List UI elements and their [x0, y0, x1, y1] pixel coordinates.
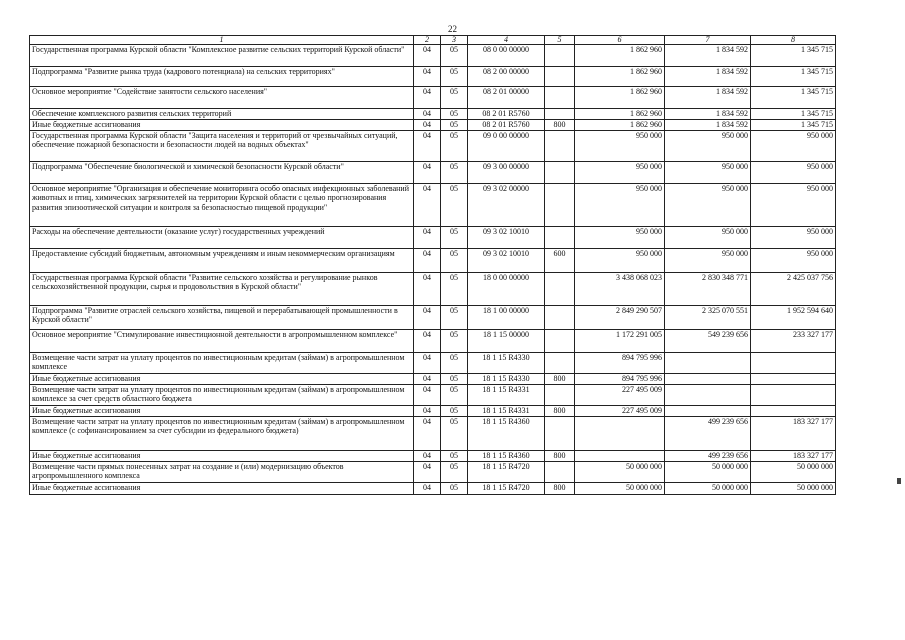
row-pr: 05: [441, 329, 468, 352]
row-name: Расходы на обеспечение деятельности (оказание услуг) государственных учреждений: [30, 226, 414, 248]
row-amount-2: 50 000 000: [665, 482, 751, 494]
row-name: Основное мероприятие "Организация и обеспечение мониторинга особо опасных инфекционных заболеваний животных и птиц, химических загрязнителей на территории Курской области с целью прогнозирования развития эпизоотической ситуации и контроля за безопасностью пищевой продукции": [30, 183, 414, 226]
table-row: [30, 329, 836, 352]
row-rz: 04: [414, 87, 441, 109]
row-rz: 04: [414, 405, 441, 416]
budget-table: [29, 35, 836, 495]
row-pr: 05: [441, 248, 468, 272]
table-row: [30, 248, 836, 272]
row-pr: 05: [441, 352, 468, 373]
row-vr: [545, 45, 575, 67]
page-number: 22: [448, 24, 457, 34]
row-amount-1: 1 862 960: [575, 119, 665, 130]
row-csr: 18 1 00 00000: [468, 305, 545, 329]
row-amount-2: 950 000: [665, 226, 751, 248]
table-row: [30, 226, 836, 248]
row-amount-3: 50 000 000: [751, 461, 836, 482]
row-vr: [545, 352, 575, 373]
table-row: [30, 384, 836, 405]
row-amount-1: 950 000: [575, 226, 665, 248]
row-name: Основное мероприятие "Стимулирование инвестиционной деятельности в агропромышленном комплексе": [30, 329, 414, 352]
row-rz: 04: [414, 67, 441, 87]
column-number-3: 3: [441, 36, 468, 45]
column-number-5: 5: [545, 36, 575, 45]
row-rz: 04: [414, 352, 441, 373]
row-amount-2: 2 325 070 551: [665, 305, 751, 329]
row-pr: 05: [441, 405, 468, 416]
row-vr: [545, 305, 575, 329]
row-amount-3: 1 345 715: [751, 119, 836, 130]
row-pr: 05: [441, 305, 468, 329]
row-amount-1: 894 795 996: [575, 373, 665, 384]
table-row: [30, 130, 836, 161]
row-amount-2: 499 239 656: [665, 450, 751, 461]
row-vr: [545, 130, 575, 161]
row-rz: 04: [414, 161, 441, 183]
row-amount-3: 1 345 715: [751, 67, 836, 87]
row-rz: 04: [414, 119, 441, 130]
row-amount-1: 950 000: [575, 183, 665, 226]
row-vr: [545, 67, 575, 87]
row-vr: [545, 87, 575, 109]
row-vr: [545, 329, 575, 352]
row-amount-2: 950 000: [665, 183, 751, 226]
row-amount-2: 1 834 592: [665, 109, 751, 120]
table-row: [30, 161, 836, 183]
row-amount-1: 950 000: [575, 130, 665, 161]
row-amount-1: 1 862 960: [575, 67, 665, 87]
column-number-8: 8: [751, 36, 836, 45]
row-rz: 04: [414, 482, 441, 494]
row-vr: [545, 461, 575, 482]
row-name: Возмещение части прямых понесенных затрат на создание и (или) модернизацию объектов агропромышленного комплекса: [30, 461, 414, 482]
table-row: [30, 87, 836, 109]
table-row: [30, 482, 836, 494]
row-rz: 04: [414, 329, 441, 352]
row-csr: 08 2 01 R5760: [468, 119, 545, 130]
row-amount-2: 1 834 592: [665, 119, 751, 130]
row-name: Иные бюджетные ассигнования: [30, 450, 414, 461]
row-name: Иные бюджетные ассигнования: [30, 119, 414, 130]
column-number-4: 4: [468, 36, 545, 45]
row-amount-3: 233 327 177: [751, 329, 836, 352]
row-pr: 05: [441, 109, 468, 120]
row-amount-1: 1 862 960: [575, 87, 665, 109]
row-csr: 18 1 15 R4360: [468, 450, 545, 461]
row-csr: 08 0 00 00000: [468, 45, 545, 67]
row-rz: 04: [414, 305, 441, 329]
row-amount-3: 950 000: [751, 130, 836, 161]
row-amount-3: 1 345 715: [751, 45, 836, 67]
row-amount-1: 894 795 996: [575, 352, 665, 373]
row-amount-2: 950 000: [665, 248, 751, 272]
row-amount-1: [575, 450, 665, 461]
row-amount-1: 3 438 068 023: [575, 272, 665, 305]
row-pr: 05: [441, 461, 468, 482]
row-pr: 05: [441, 226, 468, 248]
table-row: [30, 461, 836, 482]
row-csr: 18 0 00 00000: [468, 272, 545, 305]
table-row: [30, 45, 836, 67]
row-vr: [545, 226, 575, 248]
table-row: [30, 272, 836, 305]
row-amount-2: 1 834 592: [665, 67, 751, 87]
row-amount-2: [665, 373, 751, 384]
row-pr: 05: [441, 373, 468, 384]
row-csr: 18 1 15 R4330: [468, 373, 545, 384]
column-number-2: 2: [414, 36, 441, 45]
row-pr: 05: [441, 450, 468, 461]
row-amount-1: 1 172 291 005: [575, 329, 665, 352]
row-amount-3: 1 952 594 640: [751, 305, 836, 329]
row-rz: 04: [414, 416, 441, 450]
row-amount-2: 50 000 000: [665, 461, 751, 482]
row-name: Основное мероприятие "Содействие занятости сельского населения": [30, 87, 414, 109]
row-pr: 05: [441, 183, 468, 226]
row-name: Предоставление субсидий бюджетным, автономным учреждениям и иным некоммерческим организациям: [30, 248, 414, 272]
row-csr: 09 0 00 00000: [468, 130, 545, 161]
row-csr: 18 1 15 R4331: [468, 405, 545, 416]
row-name: Иные бюджетные ассигнования: [30, 405, 414, 416]
row-vr: 600: [545, 248, 575, 272]
row-amount-3: 50 000 000: [751, 482, 836, 494]
row-amount-3: [751, 352, 836, 373]
row-amount-3: 183 327 177: [751, 450, 836, 461]
row-name: Возмещение части затрат на уплату процентов по инвестиционным кредитам (займам) в агропромышленном комплексе (с софинансированием за счет субсидии из федерального бюджета): [30, 416, 414, 450]
row-rz: 04: [414, 109, 441, 120]
row-vr: [545, 109, 575, 120]
row-pr: 05: [441, 272, 468, 305]
table-body: [30, 45, 836, 495]
row-amount-3: 1 345 715: [751, 87, 836, 109]
row-csr: 18 1 15 R4331: [468, 384, 545, 405]
column-number-6: 6: [575, 36, 665, 45]
row-rz: 04: [414, 248, 441, 272]
row-amount-1: 2 849 290 507: [575, 305, 665, 329]
row-pr: 05: [441, 119, 468, 130]
row-amount-2: [665, 405, 751, 416]
row-amount-3: [751, 373, 836, 384]
row-name: Государственная программа Курской области "Комплексное развитие сельских территорий Курской области": [30, 45, 414, 67]
table-row: [30, 373, 836, 384]
row-csr: 18 1 15 R4330: [468, 352, 545, 373]
row-rz: 04: [414, 461, 441, 482]
table-row: [30, 416, 836, 450]
row-rz: 04: [414, 45, 441, 67]
row-csr: 08 2 00 00000: [468, 67, 545, 87]
row-rz: 04: [414, 450, 441, 461]
row-name: Государственная программа Курской области "Развитие сельского хозяйства и регулирование рынков сельскохозяйственной продукции, сырья и продовольствия в Курской области": [30, 272, 414, 305]
row-amount-3: [751, 384, 836, 405]
row-vr: [545, 183, 575, 226]
table-row: [30, 183, 836, 226]
row-vr: [545, 416, 575, 450]
row-amount-3: 2 425 037 756: [751, 272, 836, 305]
row-rz: 04: [414, 226, 441, 248]
row-rz: 04: [414, 373, 441, 384]
row-vr: [545, 161, 575, 183]
row-amount-3: 950 000: [751, 161, 836, 183]
row-csr: 09 3 02 10010: [468, 248, 545, 272]
row-vr: 800: [545, 450, 575, 461]
row-csr: 18 1 15 R4360: [468, 416, 545, 450]
row-amount-2: 950 000: [665, 161, 751, 183]
row-amount-1: 950 000: [575, 248, 665, 272]
row-pr: 05: [441, 87, 468, 109]
row-amount-1: 1 862 960: [575, 45, 665, 67]
column-number-row: [30, 36, 836, 45]
table-row: [30, 305, 836, 329]
row-amount-3: 183 327 177: [751, 416, 836, 450]
row-pr: 05: [441, 384, 468, 405]
row-name: Иные бюджетные ассигнования: [30, 373, 414, 384]
row-amount-1: 950 000: [575, 161, 665, 183]
column-number-7: 7: [665, 36, 751, 45]
row-csr: 08 2 01 R5760: [468, 109, 545, 120]
row-amount-2: 1 834 592: [665, 87, 751, 109]
table-row: [30, 67, 836, 87]
row-csr: 09 3 00 00000: [468, 161, 545, 183]
row-amount-1: [575, 416, 665, 450]
table-row: [30, 119, 836, 130]
row-amount-2: 499 239 656: [665, 416, 751, 450]
row-pr: 05: [441, 130, 468, 161]
row-amount-1: 50 000 000: [575, 461, 665, 482]
row-name: Подпрограмма "Развитие отраслей сельского хозяйства, пищевой и перерабатывающей промышленности в Курской области": [30, 305, 414, 329]
row-name: Иные бюджетные ассигнования: [30, 482, 414, 494]
row-amount-3: 1 345 715: [751, 109, 836, 120]
row-amount-2: [665, 384, 751, 405]
row-vr: 800: [545, 373, 575, 384]
row-rz: 04: [414, 272, 441, 305]
row-name: Подпрограмма "Развитие рынка труда (кадрового потенциала) на сельских территориях": [30, 67, 414, 87]
row-vr: 800: [545, 119, 575, 130]
row-csr: 18 1 15 00000: [468, 329, 545, 352]
row-rz: 04: [414, 183, 441, 226]
row-vr: 800: [545, 482, 575, 494]
row-pr: 05: [441, 161, 468, 183]
row-pr: 05: [441, 67, 468, 87]
row-csr: 08 2 01 00000: [468, 87, 545, 109]
row-amount-3: [751, 405, 836, 416]
row-name: Возмещение части затрат на уплату процентов по инвестиционным кредитам (займам) в агропромышленном комплексе за счет средств областного бюджета: [30, 384, 414, 405]
row-pr: 05: [441, 416, 468, 450]
row-amount-2: 549 239 656: [665, 329, 751, 352]
row-amount-3: 950 000: [751, 183, 836, 226]
row-amount-3: 950 000: [751, 226, 836, 248]
row-pr: 05: [441, 45, 468, 67]
row-amount-2: 2 830 348 771: [665, 272, 751, 305]
row-rz: 04: [414, 384, 441, 405]
row-amount-2: 950 000: [665, 130, 751, 161]
table-row: [30, 109, 836, 120]
row-amount-1: 50 000 000: [575, 482, 665, 494]
row-name: Возмещение части затрат на уплату процентов по инвестиционным кредитам (займам) в агропромышленном комплексе: [30, 352, 414, 373]
row-name: Подпрограмма "Обеспечение биологической и химической безопасности Курской области": [30, 161, 414, 183]
row-amount-1: 1 862 960: [575, 109, 665, 120]
column-number-1: 1: [30, 36, 414, 45]
row-amount-3: 950 000: [751, 248, 836, 272]
row-amount-2: 1 834 592: [665, 45, 751, 67]
table-row: [30, 405, 836, 416]
row-pr: 05: [441, 482, 468, 494]
row-rz: 04: [414, 130, 441, 161]
row-amount-1: 227 495 009: [575, 405, 665, 416]
row-amount-2: [665, 352, 751, 373]
row-csr: 09 3 02 00000: [468, 183, 545, 226]
row-csr: 09 3 02 10010: [468, 226, 545, 248]
row-name: Государственная программа Курской области "Защита населения и территорий от чрезвычайных ситуаций, обеспечение пожарной безопасности и безопасности людей на водных объектах": [30, 130, 414, 161]
row-csr: 18 1 15 R4720: [468, 461, 545, 482]
scan-mark: [897, 478, 901, 484]
table-row: [30, 352, 836, 373]
row-vr: 800: [545, 405, 575, 416]
row-vr: [545, 272, 575, 305]
row-vr: [545, 384, 575, 405]
table-row: [30, 450, 836, 461]
row-name: Обеспечение комплексного развития сельских территорий: [30, 109, 414, 120]
row-csr: 18 1 15 R4720: [468, 482, 545, 494]
row-amount-1: 227 495 009: [575, 384, 665, 405]
